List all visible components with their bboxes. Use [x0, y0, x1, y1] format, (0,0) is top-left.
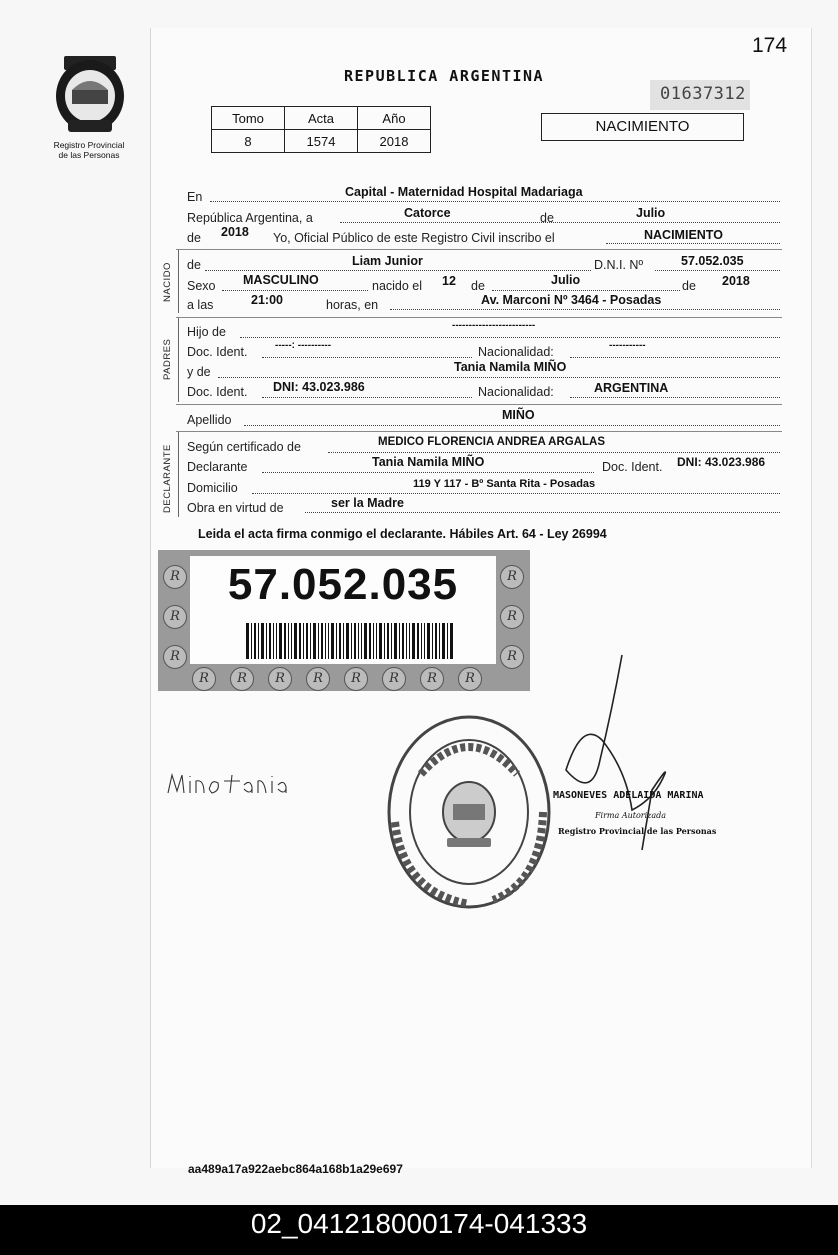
line-name	[205, 270, 591, 271]
father-doc-value: -----: ----------	[275, 340, 332, 351]
decl-doc-value: DNI: 43.023.986	[677, 455, 766, 469]
pattern-r: R	[458, 667, 482, 691]
apellido-value: MIÑO	[502, 408, 535, 422]
birth-year: 2018	[722, 274, 750, 288]
mother-nac-value: ARGENTINA	[594, 381, 669, 395]
line-cert	[328, 452, 780, 453]
pattern-r: R	[382, 667, 406, 691]
official-name: MASONEVES ADELAIDA MARINA	[553, 790, 704, 801]
logo-caption-line1: Registro Provincial	[53, 140, 125, 150]
line-sexo	[222, 290, 368, 291]
de-label: de	[540, 211, 554, 225]
sexo-value: MASCULINO	[243, 273, 319, 287]
section-nacido-label: NACIDO	[162, 262, 173, 302]
line-father-nac	[570, 357, 780, 358]
pattern-r: R	[344, 667, 368, 691]
pattern-r: R	[163, 645, 187, 669]
header-ano: Año	[358, 107, 431, 130]
logo-caption	[34, 140, 144, 160]
alas-label: a las	[187, 298, 214, 312]
yde-label: y de	[187, 365, 211, 379]
closing-text: Leida el acta firma conmigo el declarante. Hábiles Art. 64 - Ley 26994	[198, 527, 607, 541]
birth-hour: 21:00	[251, 293, 283, 307]
pattern-r: R	[306, 667, 330, 691]
officer-text: Yo, Oficial Público de este Registro Civil inscribo el	[273, 231, 555, 245]
cert-value: MEDICO FLORENCIA ANDREA ARGALAS	[378, 436, 606, 448]
sidebar-declarante	[178, 432, 179, 517]
line-month	[492, 290, 680, 291]
sexo-label: Sexo	[187, 279, 216, 293]
apellido-label: Apellido	[187, 413, 232, 427]
line-mother	[218, 377, 780, 378]
sidebar-nacido	[178, 250, 179, 313]
line-place	[210, 201, 780, 202]
day-value: Catorce	[404, 206, 451, 220]
line-declarante	[262, 472, 594, 473]
line-obra	[305, 512, 780, 513]
cert-label: Según certificado de	[187, 440, 301, 454]
barcode	[246, 623, 454, 659]
provincial-seal-logo	[50, 52, 130, 138]
header-acta: Acta	[285, 107, 358, 130]
place-value: Capital - Maternidad Hospital Madariaga	[345, 185, 583, 199]
line-mother-doc	[262, 397, 472, 398]
official-role: Firma Autorizada	[595, 811, 667, 820]
pattern-r: R	[500, 645, 524, 669]
rule-padres-bottom	[176, 404, 782, 405]
rule-padres-top	[176, 317, 782, 318]
pattern-r: R	[163, 565, 187, 589]
value-acta: 1574	[285, 130, 358, 153]
pattern-r: R	[230, 667, 254, 691]
pattern-r: R	[268, 667, 292, 691]
line-dni	[655, 270, 780, 271]
sticker-dni-number: 57.052.035	[227, 560, 459, 609]
nacido-de2-label: de	[471, 279, 485, 293]
footer-code: 02_041218000174-041333	[250, 1208, 588, 1239]
registry-table	[211, 106, 431, 153]
father-nac-label: Nacionalidad:	[478, 345, 554, 359]
section-declarante-label: DECLARANTE	[162, 444, 173, 513]
line-mother-nac	[570, 397, 780, 398]
official-office: Registro Provincial de las Personas	[558, 826, 717, 836]
father-nac-value: -----------	[609, 340, 646, 351]
declarante-label: Declarante	[187, 460, 248, 474]
month-value: Julio	[636, 206, 666, 220]
line-event	[606, 243, 780, 244]
year-value: 2018	[221, 225, 249, 239]
handwritten-signature	[160, 765, 290, 805]
republica-label: República Argentina, a	[187, 211, 313, 225]
de2-label: de	[187, 231, 201, 245]
nacido-de-label: de	[187, 258, 201, 272]
horas-label: horas, en	[326, 298, 379, 312]
line-father-doc	[262, 357, 472, 358]
birth-day: 12	[442, 274, 456, 288]
decl-doc-label: Doc. Ident.	[602, 460, 663, 474]
domicilio-label: Domicilio	[187, 481, 238, 495]
nacido-de3-label: de	[682, 279, 696, 293]
pattern-r: R	[420, 667, 444, 691]
pattern-r: R	[192, 667, 216, 691]
dni-sticker	[158, 550, 530, 691]
document-hash: aa489a17a922aebc864a168b1a29e697	[188, 1162, 403, 1176]
mother-value: Tania Namila MIÑO	[454, 360, 567, 374]
mother-doc-value: DNI: 43.023.986	[273, 380, 365, 394]
mother-nac-label: Nacionalidad:	[478, 385, 554, 399]
rule-declarante-top	[176, 431, 782, 432]
hijo-label: Hijo de	[187, 325, 226, 339]
birth-month: Julio	[551, 273, 581, 287]
seal-icon	[50, 52, 130, 138]
declarante-value: Tania Namila MIÑO	[372, 455, 485, 469]
domicilio-value: 119 Y 117 - Bº Santa Rita - Posadas	[413, 478, 596, 490]
obra-label: Obra en virtud de	[187, 501, 284, 515]
pattern-r: R	[500, 565, 524, 589]
child-name: Liam Junior	[352, 254, 423, 268]
rule-nacido-top	[176, 249, 782, 250]
nacido-el-label: nacido el	[372, 279, 423, 293]
father-value: -------------------------	[452, 320, 536, 331]
value-ano: 2018	[358, 130, 431, 153]
pattern-r: R	[163, 605, 187, 629]
line-apellido	[244, 425, 780, 426]
official-stamp	[383, 712, 555, 912]
sidebar-padres	[178, 318, 179, 402]
birth-address: Av. Marconi Nº 3464 - Posadas	[481, 293, 662, 307]
header-tomo: Tomo	[212, 107, 285, 130]
document-type: NACIMIENTO	[541, 113, 744, 141]
country-title: REPUBLICA ARGENTINA	[344, 67, 545, 85]
page-number: 174	[752, 34, 788, 57]
line-date	[340, 222, 780, 223]
serial-number: 01637312	[660, 84, 746, 104]
pattern-r: R	[500, 605, 524, 629]
logo-caption-line2: de las Personas	[58, 150, 120, 160]
father-doc-label: Doc. Ident.	[187, 345, 248, 359]
obra-value: ser la Madre	[331, 496, 404, 510]
line-father	[240, 337, 780, 338]
child-dni: 57.052.035	[681, 254, 744, 268]
en-label: En	[187, 190, 203, 204]
section-padres-label: PADRES	[162, 338, 173, 380]
mother-doc-label: Doc. Ident.	[187, 385, 248, 399]
value-tomo: 8	[212, 130, 285, 153]
line-domicilio	[252, 493, 780, 494]
dni-label: D.N.I. Nº	[594, 258, 644, 272]
line-address	[390, 309, 780, 310]
event-value: NACIMIENTO	[644, 228, 723, 242]
